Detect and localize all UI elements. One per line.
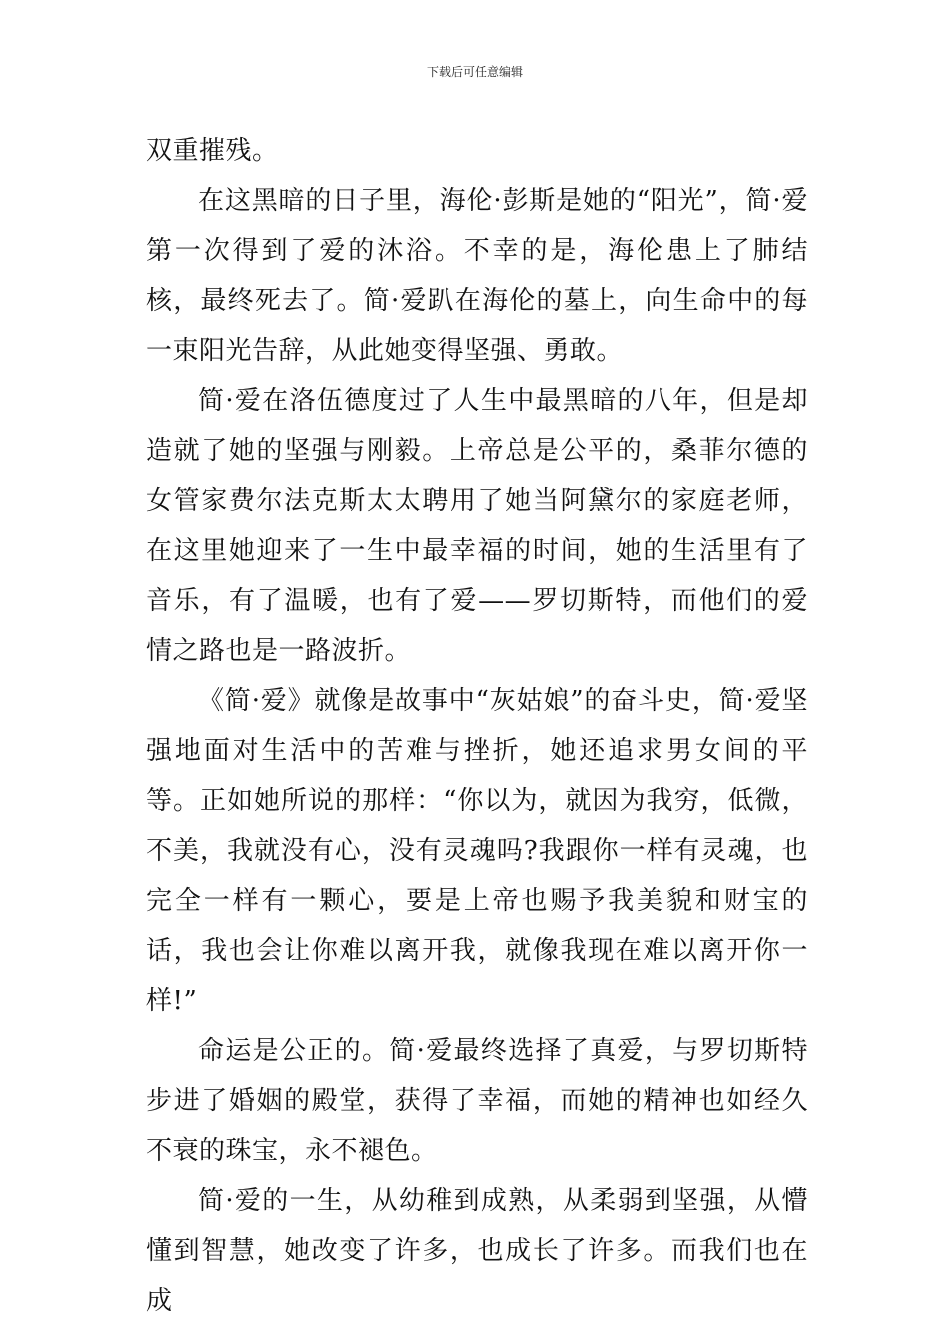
paragraph-2: 在这黑暗的日子里，海伦·彭斯是她的“阳光”，简·爱第一次得到了爱的沐浴。不幸的是，海伦患上了肺结核，最终死去了。简·爱趴在海伦的墓上，向生命中的每一束阳光告辞，从此她变得坚强、勇敢。 [146,186,808,366]
paragraph-3: 简·爱在洛伍德度过了人生中最黑暗的八年，但是却造就了她的坚强与刚毅。上帝总是公平的，桑菲尔德的女管家费尔法克斯太太聘用了她当阿黛尔的家庭老师，在这里她迎来了一生中最幸福的时间，她的生活里有了音乐，有了温暖，也有了爱——罗切斯特，而他们的爱情之路也是一路波折。 [146,386,808,666]
document-body [146,126,808,1326]
paragraph-1: 双重摧残。 [146,136,279,166]
page-header: 下载后可任意编辑 [426,65,523,79]
paragraph-4: 《简·爱》就像是故事中“灰姑娘”的奋斗史，简·爱坚强地面对生活中的苦难与挫折，她还追求男女间的平等。正如她所说的那样：“你以为，就因为我穷，低微，不美，我就没有心，没有灵魂吗?我跟你一样有灵魂，也完全一样有一颗心，要是上帝也赐予我美貌和财宝的话，我也会让你难以离开我，就像我现在难以离开你一样!” [146,686,808,1016]
paragraph-6: 简·爱的一生，从幼稚到成熟，从柔弱到坚强，从懵懂到智慧，她改变了许多，也成长了许多。而我们也在成 [146,1186,808,1316]
paragraph-5: 命运是公正的。简·爱最终选择了真爱，与罗切斯特步进了婚姻的殿堂，获得了幸福，而她的精神也如经久不衰的珠宝，永不褪色。 [146,1036,808,1166]
